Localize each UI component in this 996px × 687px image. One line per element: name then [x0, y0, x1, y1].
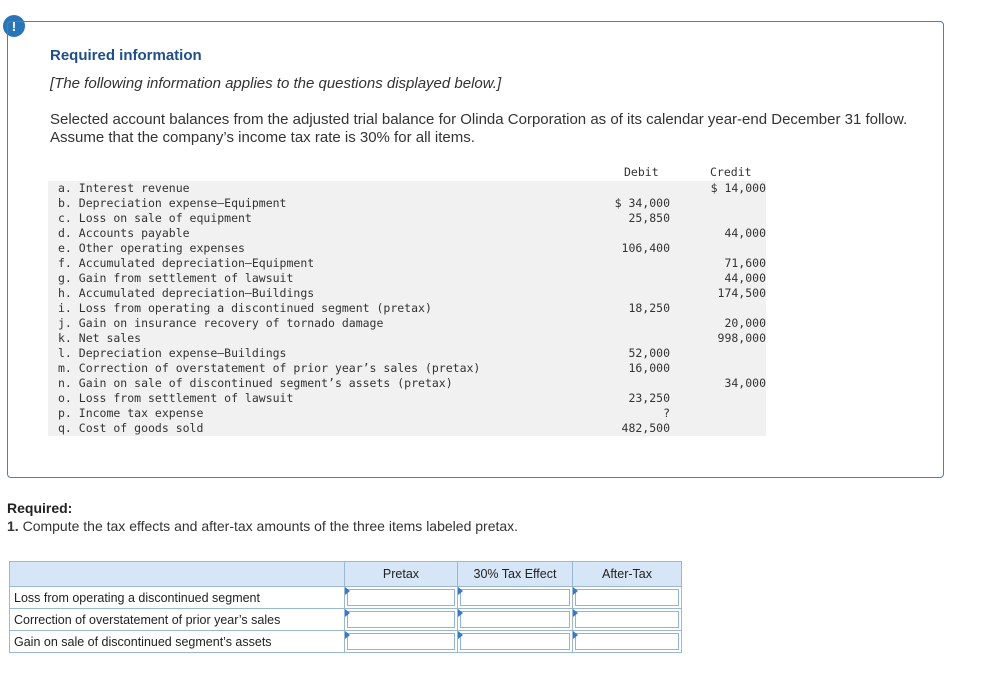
- answer-pretax-cell: [345, 609, 458, 631]
- required-number: 1.: [7, 518, 19, 534]
- box-title: Required information: [50, 47, 202, 64]
- box-description: Selected account balances from the adjusted trial balance for Olinda Corporation as of its calendar year-end December 31 follow. Assume that the company’s income tax rate is 30% for all items.: [50, 111, 908, 146]
- required-information-box: [7, 21, 944, 478]
- answer-tax-effect-cell: [458, 631, 573, 653]
- ledger-row: [48, 391, 766, 406]
- answer-pretax-cell: [345, 587, 458, 609]
- ledger-credit-value: 44,000: [724, 271, 766, 285]
- credit-header: Credit: [710, 165, 752, 179]
- ledger-credit-value: 34,000: [724, 376, 766, 390]
- ledger-account-label: k. Net sales: [58, 331, 142, 345]
- ledger-account-label: f. Accumulated depreciation—Equipment: [58, 256, 315, 270]
- ledger-account-label: h. Accumulated depreciation—Buildings: [58, 286, 315, 300]
- ledger-account-label: p. Income tax expense: [58, 406, 204, 420]
- answer-row-label: Loss from operating a discontinued segment: [10, 587, 345, 609]
- answer-pretax-input[interactable]: [347, 589, 455, 606]
- answer-tax-effect-input[interactable]: [460, 611, 570, 628]
- ledger-credit-value: $ 14,000: [710, 181, 766, 195]
- ledger-rows: [48, 181, 766, 436]
- answer-table: [9, 561, 682, 653]
- required-heading: Required:: [7, 500, 73, 516]
- ledger-debit-value: 23,250: [628, 391, 670, 405]
- answer-pretax-input[interactable]: [347, 633, 455, 650]
- answer-tax-effect-input[interactable]: [460, 633, 570, 650]
- box-note: [The following information applies to the questions displayed below.]: [50, 75, 502, 92]
- input-marker-icon: [573, 631, 578, 639]
- ledger-row: [48, 211, 766, 226]
- ledger-row: [48, 376, 766, 391]
- input-marker-icon: [573, 587, 578, 595]
- ledger-row: [48, 196, 766, 211]
- input-marker-icon: [573, 609, 578, 617]
- answer-after-tax-input[interactable]: [575, 589, 679, 606]
- ledger-account-label: q. Cost of goods sold: [58, 421, 204, 435]
- answer-table-body: [10, 587, 682, 653]
- ledger-debit-value: 482,500: [621, 421, 670, 435]
- ledger-account-label: d. Accounts payable: [58, 226, 190, 240]
- ledger-debit-value: 25,850: [628, 211, 670, 225]
- ledger-account-label: a. Interest revenue: [58, 181, 190, 195]
- answer-header-tax-effect: 30% Tax Effect: [458, 562, 573, 587]
- answer-header-pretax: Pretax: [345, 562, 458, 587]
- ledger-account-label: g. Gain from settlement of lawsuit: [58, 271, 294, 285]
- ledger-row: [48, 331, 766, 346]
- answer-header-blank: [10, 562, 345, 587]
- input-marker-icon: [458, 631, 463, 639]
- ledger-row: [48, 346, 766, 361]
- ledger-credit-value: 71,600: [724, 256, 766, 270]
- answer-after-tax-input[interactable]: [575, 633, 679, 650]
- required-text: Compute the tax effects and after-tax amounts of the three items labeled pretax.: [18, 518, 519, 534]
- ledger-row: [48, 241, 766, 256]
- answer-pretax-input[interactable]: [347, 611, 455, 628]
- input-marker-icon: [458, 609, 463, 617]
- ledger-row: [48, 361, 766, 376]
- ledger-credit-value: 44,000: [724, 226, 766, 240]
- answer-header-after-tax: After-Tax: [573, 562, 682, 587]
- answer-row-label: Correction of overstatement of prior year’s sales: [10, 609, 345, 631]
- answer-after-tax-cell: [573, 587, 682, 609]
- answer-row: [10, 609, 682, 631]
- ledger-debit-value: 52,000: [628, 346, 670, 360]
- answer-pretax-cell: [345, 631, 458, 653]
- ledger-debit-value: $ 34,000: [614, 196, 670, 210]
- ledger-account-label: l. Depreciation expense—Buildings: [58, 346, 287, 360]
- ledger-account-label: m. Correction of overstatement of prior year’s sales (pretax): [58, 361, 481, 375]
- ledger-row: [48, 316, 766, 331]
- ledger-row: [48, 226, 766, 241]
- answer-tax-effect-cell: [458, 587, 573, 609]
- ledger-account-label: b. Depreciation expense—Equipment: [58, 196, 287, 210]
- ledger-row: [48, 271, 766, 286]
- answer-after-tax-input[interactable]: [575, 611, 679, 628]
- ledger-account-label: j. Gain on insurance recovery of tornado damage: [58, 316, 384, 330]
- input-marker-icon: [345, 609, 350, 617]
- debit-header: Debit: [624, 165, 659, 179]
- ledger-row: [48, 256, 766, 271]
- answer-after-tax-cell: [573, 631, 682, 653]
- ledger-credit-value: 174,500: [717, 286, 766, 300]
- answer-tax-effect-input[interactable]: [460, 589, 570, 606]
- answer-row: [10, 631, 682, 653]
- ledger-row: [48, 181, 766, 196]
- ledger-account-label: c. Loss on sale of equipment: [58, 211, 252, 225]
- answer-row: [10, 587, 682, 609]
- ledger-row: [48, 421, 766, 436]
- input-marker-icon: [345, 631, 350, 639]
- ledger-account-label: e. Other operating expenses: [58, 241, 245, 255]
- input-marker-icon: [458, 587, 463, 595]
- alert-icon: !: [3, 15, 25, 37]
- ledger-debit-value: 18,250: [628, 301, 670, 315]
- input-marker-icon: [345, 587, 350, 595]
- answer-after-tax-cell: [573, 609, 682, 631]
- ledger-debit-value: 16,000: [628, 361, 670, 375]
- answer-row-label: Gain on sale of discontinued segment’s assets: [10, 631, 345, 653]
- ledger-account-label: i. Loss from operating a discontinued segment (pretax): [58, 301, 432, 315]
- answer-tax-effect-cell: [458, 609, 573, 631]
- ledger-row: [48, 406, 766, 421]
- required-instruction: [7, 518, 518, 534]
- ledger-credit-value: 20,000: [724, 316, 766, 330]
- ledger-credit-value: 998,000: [717, 331, 766, 345]
- ledger-account-label: o. Loss from settlement of lawsuit: [58, 391, 294, 405]
- ledger-account-label: n. Gain on sale of discontinued segment’s assets (pretax): [58, 376, 453, 390]
- ledger-debit-value: 106,400: [621, 241, 670, 255]
- ledger-debit-value: ?: [663, 406, 670, 420]
- ledger-row: [48, 286, 766, 301]
- ledger-row: [48, 301, 766, 316]
